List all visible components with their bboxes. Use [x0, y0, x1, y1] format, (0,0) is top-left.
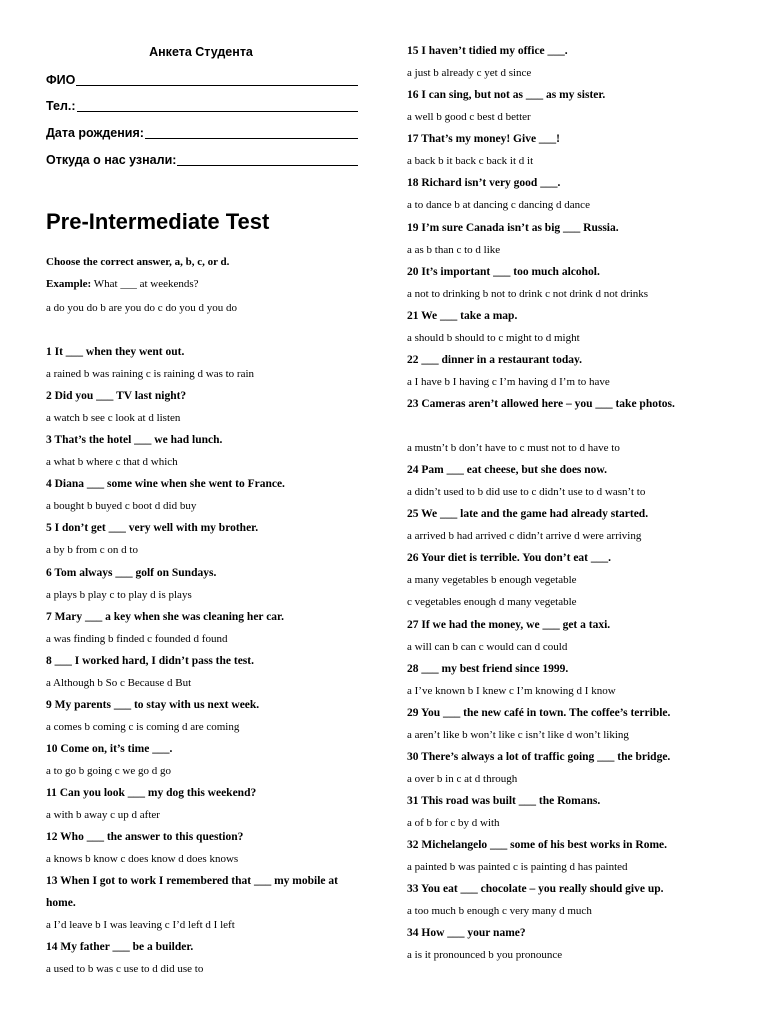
- question-18: 18 Richard isn’t very good ___.: [407, 177, 561, 189]
- options-34: a is it pronounced b you pronounce: [407, 949, 563, 961]
- question-26: 26 Your diet is terrible. You don’t eat ___.: [407, 552, 612, 564]
- question-29: 29 You ___ the new café in town. The coffee’s terrible.: [407, 707, 671, 719]
- question-12: 12 Who ___ the answer to this question?: [46, 831, 244, 843]
- options-14: a used to b was c use to d did use to: [46, 963, 204, 975]
- source-field: [46, 152, 358, 168]
- options-23: a mustn’t b don’t have to c must not to d have to: [407, 442, 620, 454]
- options-9: a comes b coming c is coming d are coming: [46, 721, 240, 733]
- options-6: a plays b play c to play d is plays: [46, 589, 192, 601]
- question-13: 13 When I got to work I remembered that ___ my mobile at home.: [46, 875, 338, 909]
- options-26-cont: c vegetables enough d many vegetable: [407, 596, 577, 608]
- options-19: a as b than c to d like: [407, 244, 501, 256]
- question-9: 9 My parents ___ to stay with us next week.: [46, 699, 260, 711]
- name-field: [46, 72, 358, 88]
- options-22: a I have b I having c I’m having d I’m to have: [407, 376, 610, 388]
- question-3: 3 That’s the hotel ___ we had lunch.: [46, 434, 223, 446]
- name-label: ФИО: [46, 73, 76, 87]
- phone-label: Тел.:: [46, 99, 76, 113]
- question-34: 34 How ___ your name?: [407, 927, 526, 939]
- options-20: a not to drinking b not to drink c not drink d not drinks: [407, 288, 649, 300]
- source-blank-line: [177, 152, 358, 166]
- source-label: Откуда о нас узнали:: [46, 153, 177, 167]
- name-blank-line: [76, 72, 358, 86]
- options-27: a will can b can c would can d could: [407, 641, 568, 653]
- options-24: a didn’t used to b did use to c didn’t use to d wasn’t to: [407, 486, 646, 498]
- options-25: a arrived b had arrived c didn’t arrive d were arriving: [407, 530, 642, 542]
- phone-blank-line: [77, 98, 358, 112]
- options-31: a of b for c by d with: [407, 817, 500, 829]
- options-1: a rained b was raining c is raining d was to rain: [46, 368, 255, 380]
- question-20: 20 It’s important ___ too much alcohol.: [407, 266, 600, 278]
- birthdate-label: Дата рождения:: [46, 126, 144, 140]
- question-15: 15 I haven’t tidied my office ___.: [407, 45, 568, 57]
- options-15: a just b already c yet d since: [407, 67, 532, 79]
- options-12: a knows b know c does know d does knows: [46, 853, 239, 865]
- options-32: a painted b was painted c is painting d has painted: [407, 861, 628, 873]
- options-21: a should b should to c might to d might: [407, 332, 580, 344]
- question-10: 10 Come on, it’s time ___.: [46, 743, 173, 755]
- options-5: a by b from c on d to: [46, 544, 138, 556]
- question-7: 7 Mary ___ a key when she was cleaning her car.: [46, 611, 284, 623]
- question-1: 1 It ___ when they went out.: [46, 346, 185, 358]
- question-24: 24 Pam ___ eat cheese, but she does now.: [407, 464, 607, 476]
- form-title: Анкета Студента: [149, 45, 253, 59]
- question-28: 28 ___ my best friend since 1999.: [407, 663, 569, 675]
- question-30: 30 There’s always a lot of traffic going ___ the bridge.: [407, 751, 671, 763]
- question-25: 25 We ___ late and the game had already started.: [407, 508, 649, 520]
- options-8: a Although b So c Because d But: [46, 677, 192, 689]
- question-17: 17 That’s my money! Give ___!: [407, 133, 561, 145]
- options-2: a watch b see c look at d listen: [46, 412, 181, 424]
- options-4: a bought b buyed c boot d did buy: [46, 500, 197, 512]
- options-17: a back b it back c back it d it: [407, 155, 534, 167]
- options-11: a with b away c up d after: [46, 809, 160, 821]
- question-23: 23 Cameras aren’t allowed here – you ___ take photos.: [407, 398, 675, 410]
- question-32: 32 Michelangelo ___ some of his best works in Rome.: [407, 839, 668, 851]
- question-8: 8 ___ I worked hard, I didn’t pass the test.: [46, 655, 254, 667]
- question-14: 14 My father ___ be a builder.: [46, 941, 194, 953]
- question-16: 16 I can sing, but not as ___ as my sister.: [407, 89, 606, 101]
- example-options: a do you do b are you do c do you d you do: [46, 302, 237, 314]
- options-7: a was finding b finded c founded d found: [46, 633, 228, 645]
- question-27: 27 If we had the money, we ___ get a taxi.: [407, 619, 611, 631]
- phone-field: [46, 98, 358, 114]
- options-18: a to dance b at dancing c dancing d dance: [407, 199, 590, 211]
- birthdate-blank-line: [145, 125, 358, 139]
- birthdate-field: [46, 125, 358, 141]
- question-22: 22 ___ dinner in a restaurant today.: [407, 354, 582, 366]
- instruction: Choose the correct answer, a, b, c, or d.: [46, 256, 230, 268]
- options-28: a I’ve known b I knew c I’m knowing d I know: [407, 685, 616, 697]
- options-16: a well b good c best d better: [407, 111, 531, 123]
- question-33: 33 You eat ___ chocolate – you really should give up.: [407, 883, 664, 895]
- options-3: a what b where c that d which: [46, 456, 178, 468]
- question-6: 6 Tom always ___ golf on Sundays.: [46, 567, 217, 579]
- question-4: 4 Diana ___ some wine when she went to France.: [46, 478, 285, 490]
- question-21: 21 We ___ take a map.: [407, 310, 518, 322]
- question-5: 5 I don’t get ___ very well with my brother.: [46, 522, 259, 534]
- test-title: Pre-Intermediate Test: [46, 209, 270, 234]
- options-33: a too much b enough c very many d much: [407, 905, 592, 917]
- options-26: a many vegetables b enough vegetable: [407, 574, 577, 586]
- example-text: What ___ at weekends?: [93, 278, 199, 290]
- options-13: a I’d leave b I was leaving c I’d left d I left: [46, 919, 235, 931]
- options-30: a over b in c at d through: [407, 773, 518, 785]
- question-11: 11 Can you look ___ my dog this weekend?: [46, 787, 257, 799]
- example-line: [46, 278, 199, 290]
- options-10: a to go b going c we go d go: [46, 765, 171, 777]
- question-19: 19 I’m sure Canada isn’t as big ___ Russia.: [407, 222, 619, 234]
- question-31: 31 This road was built ___ the Romans.: [407, 795, 601, 807]
- example-label: Example:: [46, 278, 92, 290]
- question-2: 2 Did you ___ TV last night?: [46, 390, 187, 402]
- options-29: a aren’t like b won’t like c isn’t like d won’t liking: [407, 729, 629, 741]
